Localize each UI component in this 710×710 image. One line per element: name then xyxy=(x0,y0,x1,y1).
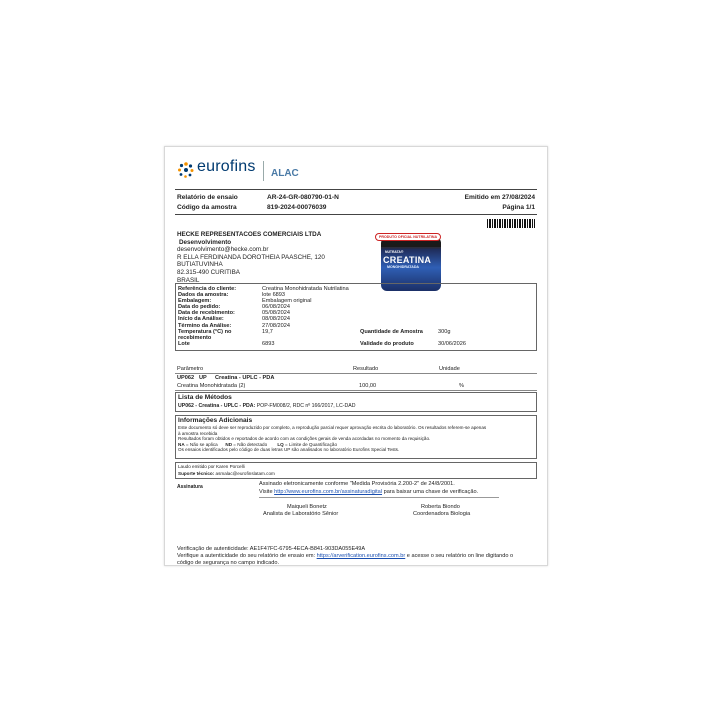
authenticity-line: Verificação de autenticidade: AE1F47FC-6795-4ECA-B841-903DA055E49A xyxy=(177,546,366,552)
result-row-name: Creatina Monohidratada (2) xyxy=(177,383,246,389)
sample-details-box xyxy=(175,283,537,351)
product-brand: NUTRATA® xyxy=(385,250,404,254)
method-tag: UP xyxy=(199,375,207,381)
sample-key: Dados da amostra: xyxy=(178,292,229,299)
client-district: BUTIATUVINHA xyxy=(177,261,223,269)
report-header xyxy=(177,155,537,185)
eurofins-logo-icon xyxy=(177,161,195,179)
meta-divider xyxy=(175,214,537,215)
logo-text: eurofins xyxy=(197,158,256,175)
verify-post: e acesse o seu relatório on line digitando o xyxy=(405,553,514,559)
client-block xyxy=(177,231,367,284)
sample-value: Creatina Monohidratada Nutrilatina xyxy=(262,286,349,292)
visit-text: Visite xyxy=(259,489,275,495)
sample-key: Término da Análise: xyxy=(178,322,232,329)
signature-line-2 xyxy=(259,489,478,495)
client-name: HECKE REPRESENTACOES COMERCIAIS LTDA xyxy=(177,231,322,238)
sample-value: 05/08/2024 xyxy=(262,310,290,317)
issuer-line-1: Laudo emitido por Karen Porcelli xyxy=(178,464,245,469)
digital-signature-link[interactable]: http://www.eurofins.com.br/assinaturadigital xyxy=(274,489,383,495)
emitted-date: Emitido em 27/08/2024 xyxy=(464,194,535,201)
client-email: desenvolvimento@hecke.com.br xyxy=(177,246,269,254)
verify-line xyxy=(177,553,513,559)
info-line-1: Este documento só deve ser reproduzido por completo, a reprodução parcial requer aprovação escrita do laboratório. Os resultados referem-se apenas xyxy=(178,425,487,430)
product-subtitle: MONOHIDRATADA xyxy=(387,265,420,269)
report-label: Relatório de ensaio xyxy=(177,194,238,201)
security-code-line: código de segurança no campo indicado. xyxy=(177,560,280,566)
methods-line-rest: POP-FM008/2, RDC nº 166/2017, LC-DAD xyxy=(255,403,356,409)
sample-value: 19,7 xyxy=(262,328,273,335)
result-row-value: 100,00 xyxy=(359,383,377,389)
info-title: Informações Adicionais xyxy=(178,417,253,424)
results-header-divider xyxy=(175,373,537,374)
product-image xyxy=(375,233,451,289)
signature-label: Assinatura xyxy=(177,484,203,490)
result-row-unit: % xyxy=(459,383,464,389)
sample-key: recebimento xyxy=(178,334,212,341)
header-parameter: Parâmetro xyxy=(177,366,204,372)
method-name: Creatina - UPLC - PDA xyxy=(215,375,275,381)
sample-value: Embalagem original xyxy=(262,298,312,305)
verification-link[interactable]: https://arverification.eurofins.com.br xyxy=(316,553,406,559)
sample-key: Data do pedido: xyxy=(178,304,221,311)
client-country: BRASIL xyxy=(177,276,200,284)
header-result: Resultado xyxy=(353,366,379,372)
sample-key: Início da Análise: xyxy=(178,316,224,323)
nd-abbr: ND xyxy=(225,441,233,447)
page-number: Página 1/1 xyxy=(502,204,535,211)
issuer-line-2 xyxy=(178,471,534,477)
info-line-3: Resultados foram obtidos e reportados de acordo com as condições gerais de venda acordadas no momento da requisição. xyxy=(178,436,431,441)
na-abbr: NA xyxy=(178,441,185,447)
logo-separator xyxy=(263,161,264,181)
report-page xyxy=(164,146,548,566)
sample-value: 06/08/2024 xyxy=(262,304,290,311)
methods-box xyxy=(175,392,537,412)
client-zip-city: 82.315-490 CURITIBA xyxy=(177,268,240,276)
validity-label: Validade do produto xyxy=(360,340,414,347)
methods-title: Lista de Métodos xyxy=(178,394,232,401)
na-text: = Não se aplica xyxy=(184,441,218,447)
signer-2-name: Roberta Biondo xyxy=(421,504,460,510)
sample-value: 27/08/2024 xyxy=(262,322,290,329)
sample-value: 6893 xyxy=(262,340,275,347)
sample-value: 08/08/2024 xyxy=(262,316,290,323)
lq-text: = Limite de Quantificação xyxy=(283,441,338,447)
info-line-5: Os ensaios identificados pelo código de duas letras UP são analisados no laboratório Eurofins Special Tests. xyxy=(178,447,400,452)
validity-value: 30/06/2026 xyxy=(438,340,466,347)
sample-key: Lote xyxy=(178,340,190,347)
header-divider xyxy=(175,189,537,190)
header-unit: Unidade xyxy=(439,366,460,372)
quantity-label: Quantidade de Amostra xyxy=(360,328,423,335)
barcode xyxy=(487,219,535,228)
info-line-2: à amostra recebida xyxy=(178,430,218,436)
lq-abbr: LQ xyxy=(277,441,284,447)
verify-pre: Verifique a autenticidade do seu relatório de ensaio em: xyxy=(177,553,317,559)
sample-code-value: 819-2024-00076039 xyxy=(267,204,327,211)
client-street: R ELLA FERDINANDA DOROTHEIA PAASCHE, 120 xyxy=(177,253,325,261)
additional-info-box xyxy=(175,415,537,459)
product-stamp: PRODUTO OFICIAL NUTRILATINA xyxy=(375,233,441,241)
report-content xyxy=(175,147,537,565)
method-code: UP062 xyxy=(177,375,195,381)
sample-key: Referência do cliente: xyxy=(178,286,237,292)
signature-divider xyxy=(259,497,499,498)
sample-value: lote 6893 xyxy=(262,292,286,299)
support-label: Suporte técnico: xyxy=(178,471,215,476)
signature-line-1: Assinado eletronicamente conforme "Medida Provisória 2.200-2" de 24/8/2001. xyxy=(259,481,455,487)
signer-1-name: Maiqueli Bonetz xyxy=(287,504,327,510)
client-dept: Desenvolvimento xyxy=(179,238,232,246)
report-value: AR-24-GR-080790-01-N xyxy=(267,194,339,201)
product-title: CREATINA xyxy=(383,255,432,265)
logo-subtitle: ALAC xyxy=(271,168,299,179)
signer-1-role: Analista de Laboratório Sênior xyxy=(263,511,339,517)
signer-2-role: Coordenadora Biologia xyxy=(413,511,471,517)
support-email: asmalac@eurofinslatam.com xyxy=(214,471,275,476)
methods-line xyxy=(178,404,534,410)
sample-key: Temperatura (°C) no xyxy=(178,328,232,335)
methods-line-bold: UP062 - Creatina - UPLC - PDA: xyxy=(178,403,256,409)
quantity-value: 300g xyxy=(438,328,451,335)
sample-code-label: Código da amostra xyxy=(177,204,237,211)
visit-post-text: para baixar uma chave de verificação. xyxy=(382,489,479,495)
sample-key: Embalagem: xyxy=(178,298,212,305)
results-bottom-divider xyxy=(175,390,537,391)
nd-text: = Não detectado xyxy=(232,441,268,447)
issuer-box xyxy=(175,462,537,479)
sample-key: Data de recebimento: xyxy=(178,310,235,317)
